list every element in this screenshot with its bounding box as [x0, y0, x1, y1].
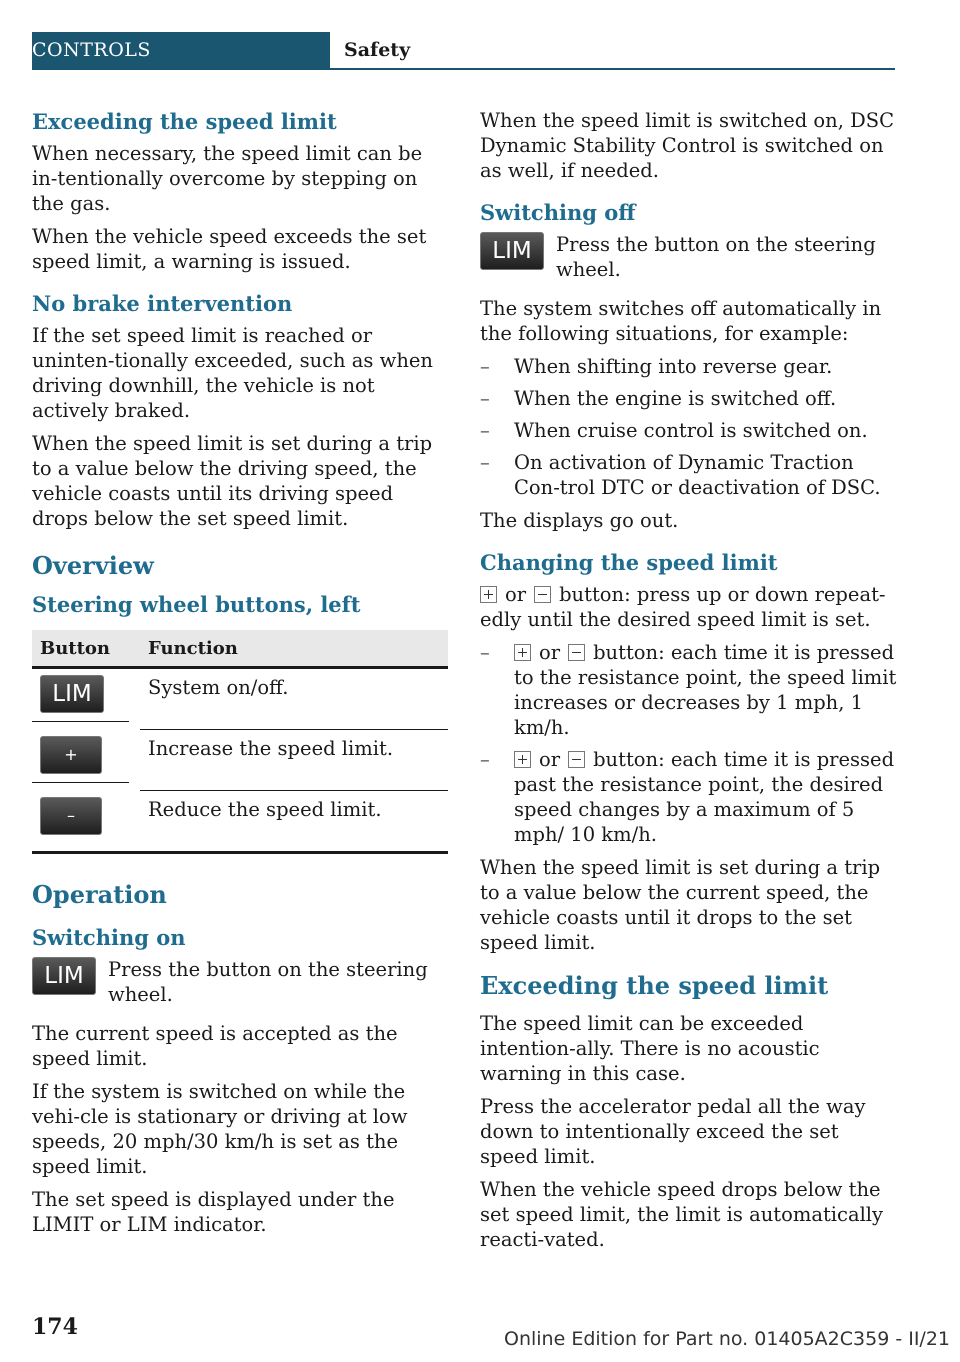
heading-overview: Overview	[32, 551, 154, 580]
heading-exceeding-right: Exceeding the speed limit	[480, 971, 829, 1000]
lim-button-icon: LIM	[480, 232, 544, 270]
paragraph: When the vehicle speed drops below the set speed limit, the limit is automatically reacti-vated.	[480, 1178, 884, 1251]
list-item-text: button: each time it is pressed past the resistance point, the desired speed changes by a maximum of 5 mph/ 10 km/h.	[514, 748, 895, 846]
section-label: CONTROLS	[32, 39, 151, 61]
paragraph: The current speed is accepted as the speed limit.	[32, 1022, 398, 1070]
list-item: – When the engine is switched off.	[480, 386, 898, 411]
left-column	[32, 108, 448, 1245]
table-col-button: Button	[32, 630, 140, 668]
paragraph: When the speed limit is set during a trip to a value below the current speed, the vehicle coasts until it drops to the set speed limit.	[480, 856, 881, 954]
table-col-function: Function	[140, 630, 448, 668]
plus-square-icon	[514, 644, 531, 661]
table-row	[32, 791, 448, 853]
paragraph: When the vehicle speed exceeds the set speed limit, a warning is issued.	[32, 225, 427, 273]
table-cell-function: Reduce the speed limit.	[140, 791, 448, 853]
list-item: – When cruise control is switched on.	[480, 418, 898, 443]
paragraph: If the system is switched on while the vehi-cle is stationary or driving at low speeds, 20 mph/30 km/h is set as the speed limit.	[32, 1080, 408, 1178]
switching-off-row	[480, 232, 898, 282]
heading-switching-on: Switching on	[32, 925, 186, 950]
paragraph: Press the button on the steering wheel.	[108, 958, 428, 1006]
or-word: or	[539, 641, 561, 664]
buttons-table	[32, 630, 448, 854]
plus-square-icon	[514, 751, 531, 768]
heading-exceeding: Exceeding the speed limit	[32, 109, 337, 134]
list-item: – When shifting into reverse gear.	[480, 354, 898, 379]
header-rule	[330, 68, 895, 70]
paragraph: Press the accelerator pedal all the way down to intentionally exceed the set speed limit.	[480, 1095, 866, 1168]
changing-intro	[480, 582, 898, 632]
paragraph: The speed limit can be exceeded intention-ally. There is no acoustic warning in this case.	[480, 1012, 820, 1085]
paragraph: The displays go out.	[480, 509, 679, 532]
switching-on-row	[32, 957, 448, 1007]
edition-footer: Online Edition for Part no. 01405A2C359 - II/21	[504, 1328, 951, 1350]
table-row	[32, 668, 448, 730]
paragraph: The set speed is displayed under the LIMIT or LIM indicator.	[32, 1188, 395, 1236]
list-item	[480, 640, 898, 740]
heading-operation: Operation	[32, 880, 167, 909]
or-word: or	[505, 583, 527, 606]
changing-intro-text: button: press up or down repeat-edly until the desired speed limit is set.	[480, 583, 886, 631]
minus-square-icon	[568, 644, 585, 661]
right-column	[480, 108, 898, 1260]
plus-button-icon: +	[40, 736, 102, 774]
paragraph: The system switches off automatically in the following situations, for example:	[480, 297, 882, 345]
heading-steering-buttons: Steering wheel buttons, left	[32, 592, 361, 617]
table-row	[32, 730, 448, 791]
topic-label: Safety	[344, 39, 411, 61]
heading-changing: Changing the speed limit	[480, 550, 778, 575]
page-number: 174	[32, 1314, 78, 1340]
heading-no-brake: No brake intervention	[32, 291, 293, 316]
minus-square-icon	[568, 751, 585, 768]
list-item-text: button: each time it is pressed to the resistance point, the speed limit increases or decreases by 1 mph, 1 km/h.	[514, 641, 897, 739]
paragraph: If the set speed limit is reached or uninten-tionally exceeded, such as when driving downhill, the vehicle is not actively braked.	[32, 324, 433, 422]
page-header	[32, 32, 895, 70]
changing-list	[480, 640, 898, 847]
section-tab	[32, 32, 330, 70]
auto-off-list	[480, 354, 898, 500]
paragraph: When the speed limit is switched on, DSC Dynamic Stability Control is switched on as well, if needed.	[480, 109, 895, 182]
minus-square-icon	[534, 586, 551, 603]
lim-button-icon: LIM	[32, 957, 96, 995]
plus-square-icon	[480, 586, 497, 603]
minus-button-icon: –	[40, 797, 102, 835]
lim-button-icon: LIM	[40, 675, 104, 713]
paragraph: When the speed limit is set during a trip to a value below the driving speed, the vehicle coasts until its driving speed drops below the set speed limit.	[32, 432, 433, 530]
table-header-row	[32, 630, 448, 668]
heading-switching-off: Switching off	[480, 200, 636, 225]
list-item	[480, 747, 898, 847]
table-cell-function: Increase the speed limit.	[140, 730, 448, 791]
paragraph: Press the button on the steering wheel.	[556, 233, 876, 281]
list-item: – On activation of Dynamic Traction Con-trol DTC or deactivation of DSC.	[480, 450, 898, 500]
table-cell-function: System on/off.	[140, 668, 448, 730]
or-word: or	[539, 748, 561, 771]
paragraph: When necessary, the speed limit can be in-tentionally overcome by stepping on the gas.	[32, 142, 423, 215]
